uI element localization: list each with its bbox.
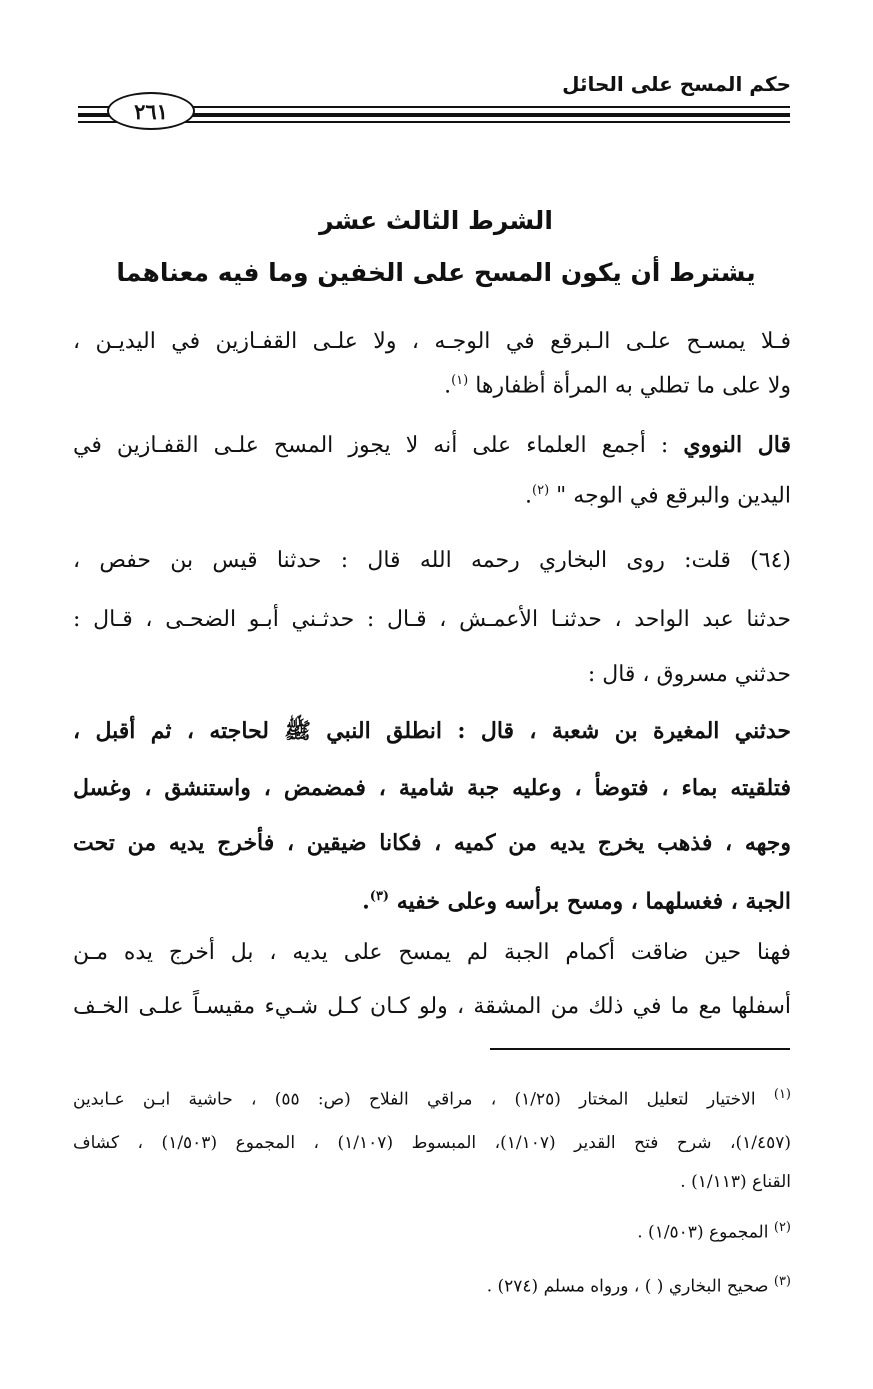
footnote-number: (٢) — [773, 1220, 791, 1235]
hadith-line: فتلقيته بماء ، فتوضأ ، وعليه جبة شامية ، فمضمض ، واستنشق ، وغسل — [73, 775, 791, 801]
condition-heading: الشرط الثالث عشر — [319, 206, 553, 235]
body-line — [444, 366, 791, 401]
footnote-ref: (٢) — [532, 483, 550, 498]
running-title: حكم المسح على الحائل — [562, 72, 791, 96]
body-text: اليدين والبرقع في الوجه " — [556, 483, 791, 509]
footnote-line: القناع (١/١١٣) . — [680, 1172, 791, 1192]
hadith-line — [362, 882, 791, 916]
body-line: حدثنا عبد الواحد ، حدثنـا الأعمـش ، قـال : حدثـني أبـو الضحـى ، قـال : — [73, 607, 791, 632]
footnote-line — [637, 1216, 791, 1245]
body-line: فهنا حين ضاقت أكمام الجبة لم يمسح على يديه ، بل أخرج يده مـن — [73, 940, 791, 965]
body-text: ولا على ما تطلي به المرأة أظفارها — [475, 373, 791, 399]
body-line: أسفلها مع ما في ذلك من المشقة ، ولو كـان كـل شـيء مقيسـاً علـى الخـف — [73, 994, 791, 1019]
body-line: فـلا يمسـح علـى الـبرقع في الوجـه ، ولا علـى القفـازين في اليديـن ، — [73, 329, 791, 354]
rule-title-heading: يشترط أن يكون المسح على الخفين وما فيه معناهما — [116, 258, 756, 287]
period: . — [525, 483, 533, 509]
footnote-text: الاختيار لتعليل المختار (١/٢٥) ، مراقي الفلاح (ص: ٥٥) ، حاشية ابـن عـابدين — [73, 1089, 756, 1110]
footnote-number: (١) — [773, 1087, 791, 1102]
page-number — [107, 92, 195, 130]
footnote-line — [487, 1270, 791, 1299]
footnote-ref: (٣) — [369, 889, 390, 904]
body-line — [525, 476, 791, 511]
footnote-separator — [490, 1048, 790, 1050]
period: . — [444, 373, 452, 399]
hadith-line: وجهه ، فذهب يخرج يديه من كميه ، فكانا ضيقين ، فأخرج يديه من تحت — [73, 830, 791, 856]
page-number-text: ٢٦١ — [134, 98, 168, 124]
footnote-line: (١/٤٥٧)، شرح فتح القدير (١/١٠٧)، المبسوط (١/١٠٧) ، المجموع (١/٥٠٣) ، كشاف — [73, 1133, 792, 1153]
footnote-text: صحيح البخاري ( ) ، ورواه مسلم (٢٧٤) . — [486, 1276, 769, 1297]
footnote-text: المجموع (١/٥٠٣) . — [637, 1222, 769, 1243]
footnote-line — [73, 1083, 791, 1112]
footnote-number: (٣) — [773, 1274, 791, 1289]
body-line — [73, 430, 791, 461]
body-line: (٦٤) قلت: روى البخاري رحمه الله قال : حدثنا قيس بن حفص ، — [73, 548, 791, 573]
period: . — [362, 888, 370, 915]
hadith-line: حدثني المغيرة بن شعبة ، قال : انطلق النبي ﷺ لحاجته ، ثم أقبل ، — [73, 718, 791, 744]
body-text: الجبة ، فغسلهما ، ومسح برأسه وعلى خفيه — [396, 888, 791, 915]
footnote-ref: (١) — [451, 373, 469, 388]
body-line: حدثني مسروق ، قال : — [587, 662, 791, 687]
body-text: : أجمع العلماء على أنه لا يجوز المسح علـى القفـازين في — [73, 433, 669, 458]
quote-label: قال النووي — [683, 432, 791, 458]
